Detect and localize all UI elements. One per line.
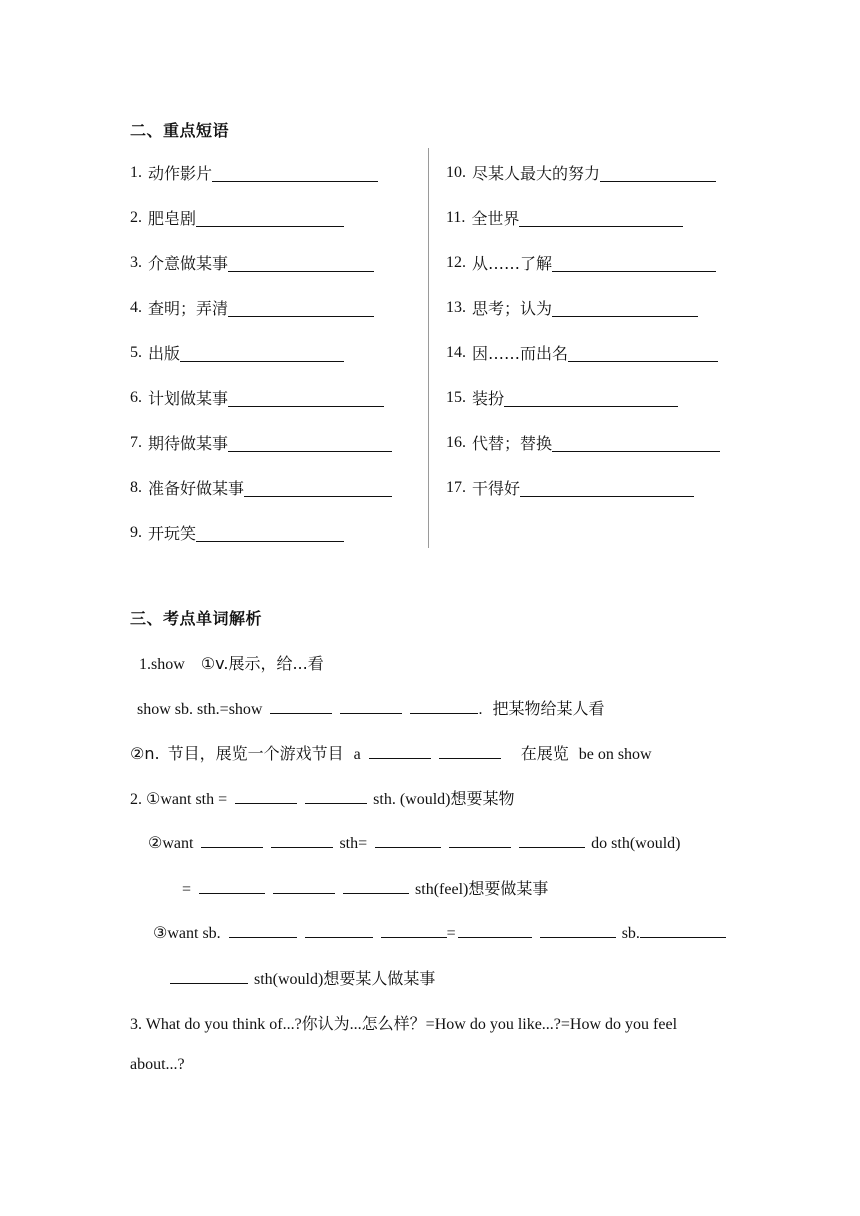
phrase-text: 装扮 [472, 389, 505, 408]
answer-blank[interactable] [600, 163, 716, 182]
phrase-text: 思考；认为 [472, 299, 553, 318]
phrase-item [446, 195, 736, 240]
phrase-text: 期待做某事 [148, 434, 229, 453]
think-of-text: 3. What do you think of...?你认为...怎么样？=How do you like...?=How do you feel [130, 1016, 678, 1033]
answer-blank[interactable] [552, 298, 698, 317]
phrase-number: 11. [446, 208, 466, 226]
phrase-text: 准备好做某事 [148, 479, 245, 498]
fill-blank[interactable] [375, 831, 441, 848]
fill-blank[interactable] [640, 921, 726, 938]
phrase-text: 介意做某事 [148, 254, 229, 273]
phrase-column-left [130, 150, 420, 555]
answer-blank[interactable] [568, 343, 718, 362]
want-to-do-line [148, 831, 680, 853]
show-sb-sth-line [137, 696, 605, 719]
fill-blank[interactable] [229, 921, 297, 938]
phrase-item [130, 240, 420, 285]
answer-blank[interactable] [196, 523, 344, 542]
phrase-item [446, 375, 736, 420]
noun-meaning-line [130, 741, 652, 764]
fill-blank[interactable] [369, 742, 431, 759]
fill-blank[interactable] [270, 697, 332, 714]
phrase-text: 查明；弄清 [148, 299, 229, 318]
fill-blank[interactable] [381, 921, 447, 938]
item-3-think-of [130, 1011, 677, 1034]
fill-blank[interactable] [340, 697, 402, 714]
fill-blank[interactable] [410, 697, 478, 714]
period: . [478, 701, 483, 718]
item-1-show [139, 651, 324, 674]
column-divider [428, 148, 429, 548]
phrase-text: 动作影片 [148, 164, 213, 183]
phrase-number: 3. [130, 253, 142, 271]
feel-meaning: sth(feel)想要做某事 [415, 881, 549, 898]
answer-blank[interactable] [552, 433, 720, 452]
phrase-number: 4. [130, 298, 142, 316]
fill-blank[interactable] [343, 877, 409, 894]
equals: = [182, 881, 192, 898]
want-sb-label: ③want sb. [153, 925, 221, 942]
item-1-label: 1.show [139, 656, 185, 673]
phrase-number: 7. [130, 433, 142, 451]
fill-blank[interactable] [449, 831, 511, 848]
answer-blank[interactable] [228, 298, 374, 317]
section-heading-word-analysis: 三、考点单词解析 [130, 609, 263, 628]
fill-blank[interactable] [458, 921, 532, 938]
fill-blank[interactable] [540, 921, 616, 938]
phrase-number: 1. [130, 163, 142, 181]
fill-blank[interactable] [439, 742, 501, 759]
answer-blank[interactable] [212, 163, 378, 182]
want-sb-continued [170, 966, 435, 989]
phrase-number: 6. [130, 388, 142, 406]
phrase-number: 14. [446, 343, 466, 361]
want-sth-text: 2. ①want sth = [130, 791, 228, 808]
phrase-number: 9. [130, 523, 142, 541]
phrase-text: 尽某人最大的努力 [472, 164, 601, 183]
phrase-number: 13. [446, 298, 466, 316]
fill-blank[interactable] [273, 877, 335, 894]
phrase-text: 从……了解 [472, 254, 553, 273]
want-sb-meaning: sth(would)想要某人做某事 [254, 971, 436, 988]
item-2-want-sth [130, 786, 514, 809]
phrase-number: 16. [446, 433, 466, 451]
phrase-text: 干得好 [472, 479, 521, 498]
fill-blank[interactable] [170, 967, 248, 984]
about-text: about...? [130, 1056, 185, 1073]
fill-blank[interactable] [235, 787, 297, 804]
phrase-number: 12. [446, 253, 466, 271]
phrase-item [446, 285, 736, 330]
phrase-text: 代替；替换 [472, 434, 553, 453]
fill-blank[interactable] [519, 831, 585, 848]
answer-blank[interactable] [180, 343, 344, 362]
phrase-item [130, 195, 420, 240]
sth-eq: sth= [339, 835, 368, 852]
phrase-item [130, 420, 420, 465]
fill-blank[interactable] [305, 921, 373, 938]
phrase-number: 15. [446, 388, 466, 406]
answer-blank[interactable] [228, 253, 374, 272]
phrase-item [446, 240, 736, 285]
section-heading-key-phrases: 二、重点短语 [130, 121, 230, 140]
item-3-continued [130, 1056, 185, 1074]
answer-blank[interactable] [504, 388, 678, 407]
phrase-item [130, 285, 420, 330]
answer-blank[interactable] [196, 208, 344, 227]
equals: = [446, 925, 456, 942]
phrase-text: 出版 [148, 344, 181, 363]
answer-blank[interactable] [228, 388, 384, 407]
on-show-meaning: 在展览 [520, 744, 569, 763]
phrase-text: 开玩笑 [148, 524, 197, 543]
answer-blank[interactable] [520, 478, 694, 497]
phrase-number: 5. [130, 343, 142, 361]
item-1-verb-meaning: ①v.展示，给...看 [200, 654, 324, 673]
noun-label: ②n. [130, 744, 160, 763]
sb-text: sb. [621, 925, 640, 942]
phrase-item [446, 420, 736, 465]
phrase-item [130, 465, 420, 510]
phrase-number: 10. [446, 163, 466, 181]
phrase-column-right [446, 150, 736, 510]
phrase-item [130, 150, 420, 195]
phrase-text: 因……而出名 [472, 344, 569, 363]
fill-blank[interactable] [305, 787, 367, 804]
phrase-item [446, 150, 736, 195]
be-on-show: be on show [578, 746, 652, 763]
phrase-text: 肥皂剧 [148, 209, 197, 228]
phrase-text: 全世界 [471, 209, 520, 228]
phrase-number: 17. [446, 478, 466, 496]
fill-blank[interactable] [199, 877, 265, 894]
feel-like-line [182, 876, 548, 899]
phrase-item [446, 465, 736, 510]
want-sth-meaning: sth. (would)想要某物 [373, 791, 515, 808]
phrase-item [130, 330, 420, 375]
phrase-number: 2. [130, 208, 142, 226]
phrase-number: 8. [130, 478, 142, 496]
phrase-text: 计划做某事 [148, 389, 229, 408]
answer-blank[interactable] [228, 433, 392, 452]
answer-blank[interactable] [552, 253, 716, 272]
show-sb-sth-meaning: 把某物给某人看 [492, 699, 605, 718]
phrase-item [130, 510, 420, 555]
want-sb-line [153, 921, 726, 943]
phrase-item [130, 375, 420, 420]
want-label: ②want [148, 835, 194, 852]
fill-blank[interactable] [271, 831, 333, 848]
fill-blank[interactable] [201, 831, 263, 848]
do-sth-would: do sth(would) [591, 835, 681, 852]
article-a: a [353, 746, 361, 763]
answer-blank[interactable] [519, 208, 683, 227]
noun-meaning: 节目，展览一个游戏节目 [167, 744, 344, 763]
phrase-item [446, 330, 736, 375]
show-sb-sth-text: show sb. sth.=show [137, 701, 263, 718]
answer-blank[interactable] [244, 478, 392, 497]
